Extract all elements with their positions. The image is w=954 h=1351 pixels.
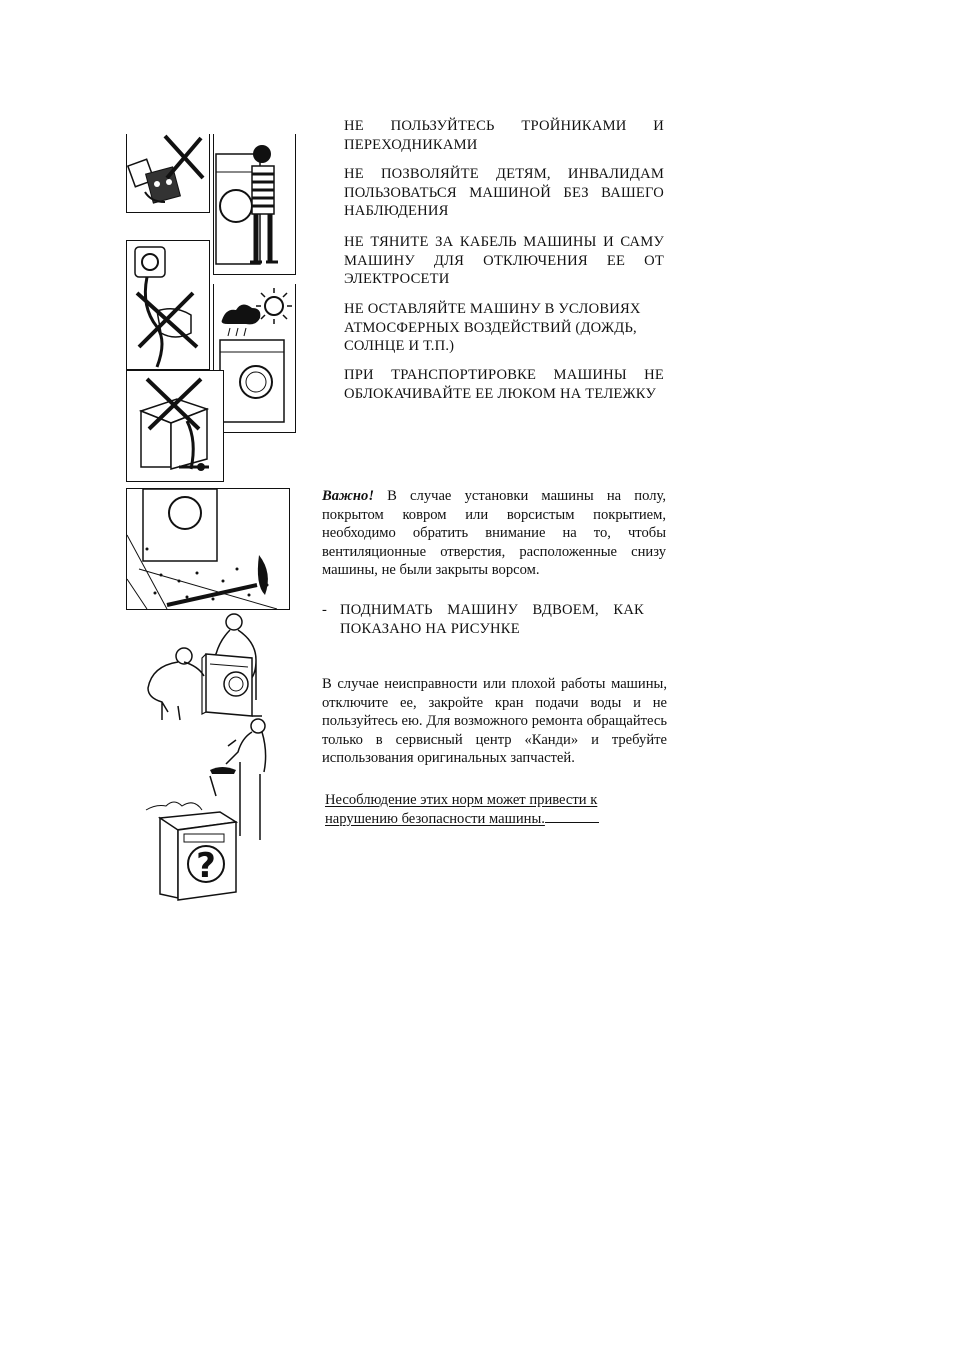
notice-underline-extension (545, 821, 599, 823)
lifting-instruction (322, 601, 644, 638)
carpet-ventilation-illustration (126, 488, 290, 610)
child-machine-illustration (213, 134, 296, 275)
warning-transport-trolley: ПРИ ТРАНСПОРТИРОВКЕ МАШИНЫ НЕ ОБЛОКАЧИВАЙТЕ ЕЕ ЛЮКОМ НА ТЕЛЕЖКУ (344, 367, 664, 402)
important-label: Важно! (322, 488, 375, 504)
svg-text:?: ? (196, 846, 216, 886)
warning-children-supervision: НЕ ПОЗВОЛЯЙТЕ ДЕТЯМ, ИНВАЛИДАМ ПОЛЬЗОВАТЬСЯ МАШИНОЙ БЕЗ ВАШЕГО НАБЛЮДЕНИЯ (344, 166, 664, 219)
warning-no-adapters: НЕ ПОЛЬЗУЙТЕСЬ ТРОЙНИКАМИ И ПЕРЕХОДНИКАМИ (344, 118, 664, 153)
no-trolley-door-illustration (126, 370, 224, 482)
lifting-text: ПОДНИМАТЬ МАШИНУ ВДВОЕМ, КАК ПОКАЗАНО НА РИСУНКЕ (340, 602, 644, 637)
weather-exposure-illustration (213, 284, 296, 433)
malfunction-note: В случае неисправности или плохой работы машины, отключите ее, закройте кран подачи воды и не пользуйтесь ею. Для возможного ремонта обращайтесь только в сервисный центр «Канди» и требуйте использования оригинальных запчастей. (322, 676, 667, 766)
warning-weather: НЕ ОСТАВЛЯЙТЕ МАШИНУ В УСЛОВИЯХ АТМОСФЕРНЫХ ВОЗДЕЙСТВИЙ (ДОЖДЬ, СОЛНЦЕ И Т.П.) (344, 301, 641, 354)
important-carpet-note (322, 487, 666, 580)
service-repair-illustration (140, 714, 268, 904)
no-adapter-illustration (126, 134, 210, 213)
lifting-dash: - (322, 602, 327, 618)
two-people-lifting-illustration (144, 612, 272, 722)
important-text: В случае установки машины на полу, покрытом ковром или ворсистым покрытием, необходимо обратить внимание на то, чтобы вентиляционные отверстия, расположенные снизу машины, не были закрыты ворсом. (322, 488, 666, 578)
safety-notice (325, 791, 625, 828)
safety-notice-text: Несоблюдение этих норм может привести к нарушению безопасности машины. (325, 792, 598, 827)
warning-no-pulling-cable: НЕ ТЯНИТЕ ЗА КАБЕЛЬ МАШИНЫ И САМУ МАШИНУ ДЛЯ ОТКЛЮЧЕНИЯ ЕЕ ОТ ЭЛЕКТРОСЕТИ (344, 234, 664, 287)
no-pulling-cable-illustration (126, 240, 210, 370)
